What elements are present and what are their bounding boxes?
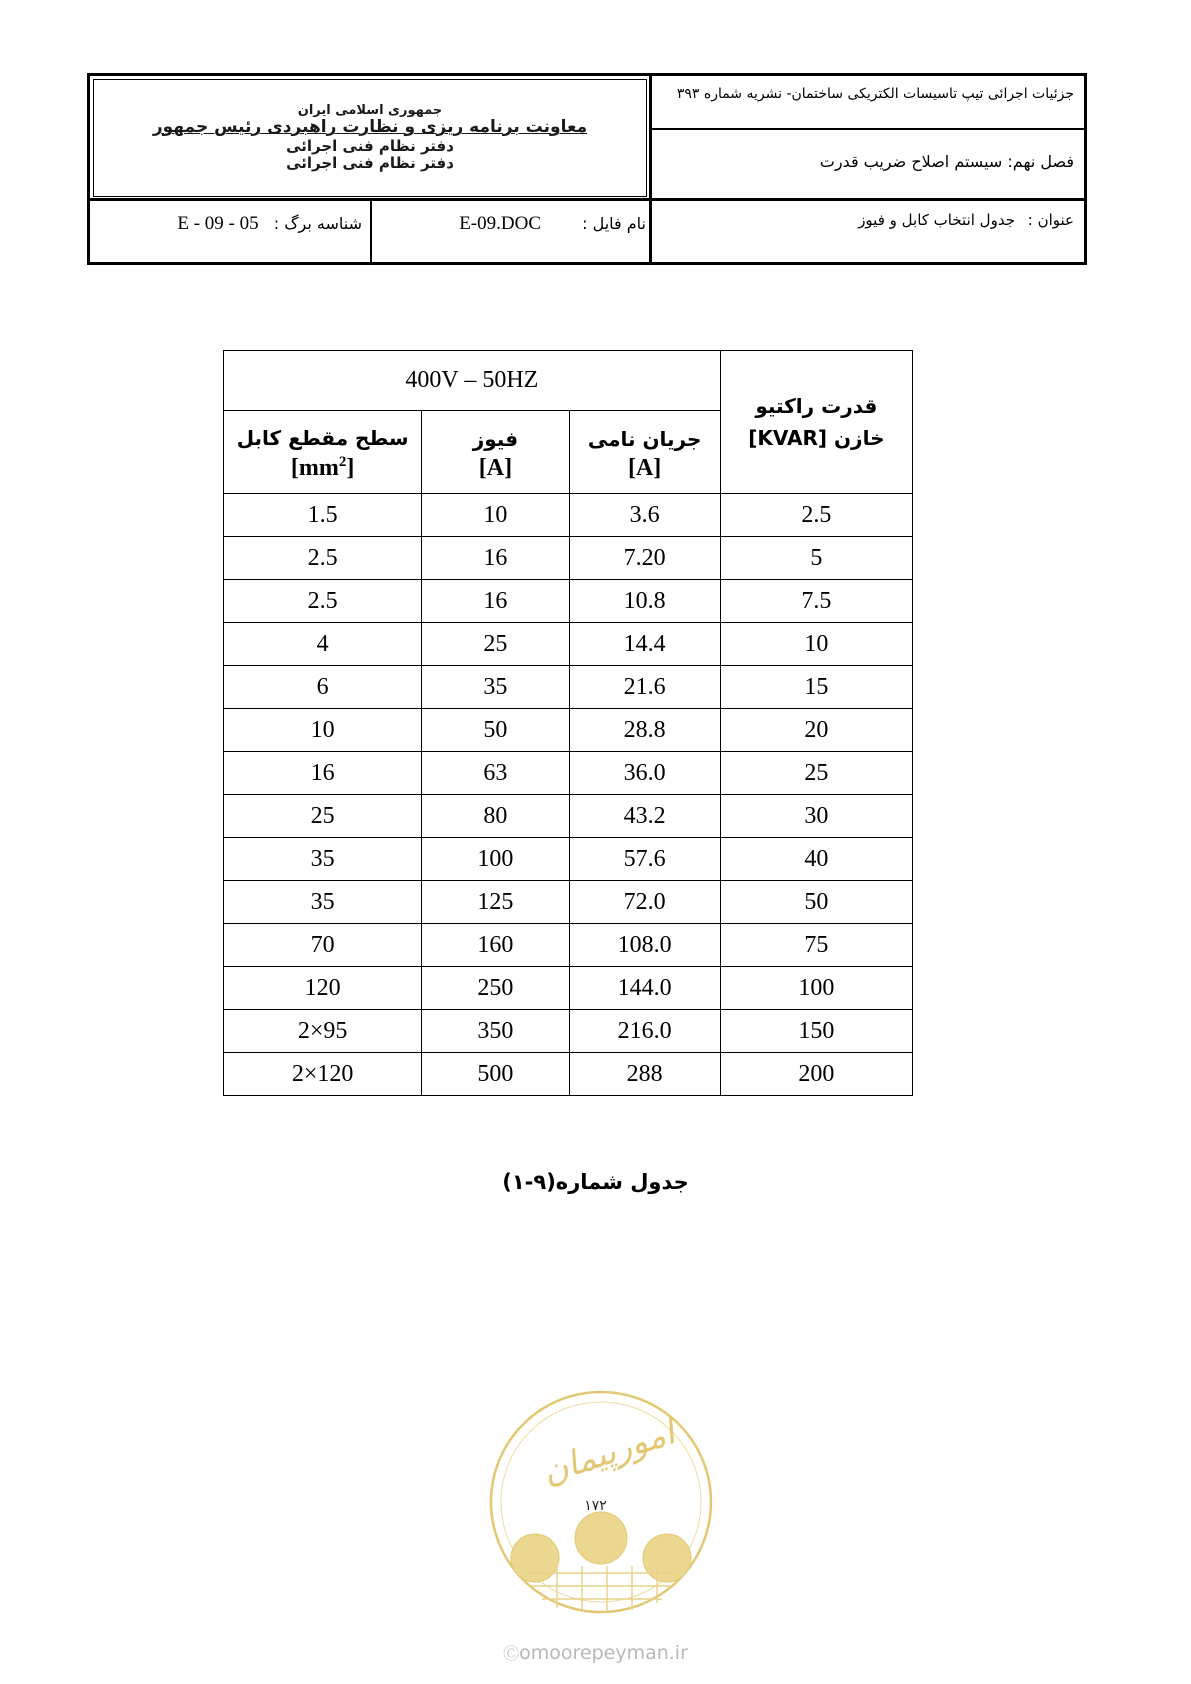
header-kvar-line2: خازن [KVAR] [748, 426, 885, 450]
cell-current: 144.0 [569, 967, 720, 1010]
cell-fuse: 63 [422, 752, 569, 795]
table-body [224, 494, 913, 1096]
cell-cable: 120 [224, 967, 422, 1010]
cell-fuse: 500 [422, 1053, 569, 1096]
table-caption: جدول شماره(۹-۱) [502, 1170, 689, 1194]
header-divider-vertical [649, 76, 652, 262]
table-row [224, 795, 913, 838]
cell-cable: 2.5 [224, 537, 422, 580]
chapter-title: فصل نهم: سیستم اصلاح ضریب قدرت [819, 152, 1074, 171]
sheet-value: E - 09 - 05 [177, 213, 259, 234]
cell-fuse: 250 [422, 967, 569, 1010]
cell-fuse: 160 [422, 924, 569, 967]
header-fuse-unit: [A] [478, 454, 513, 481]
header-cable-label: سطح مقطع کابل [236, 426, 409, 451]
cell-cable: 4 [224, 623, 422, 666]
org-line-3: دفتر نظام فنی اجرائی [286, 136, 454, 155]
cell-current: 14.4 [569, 623, 720, 666]
cell-current: 108.0 [569, 924, 720, 967]
header-divider-horizontal [90, 198, 1084, 201]
cell-kvar: 40 [720, 838, 912, 881]
cell-fuse: 100 [422, 838, 569, 881]
sheet-id [177, 213, 362, 235]
cell-cable: 2×95 [224, 1010, 422, 1053]
cell-kvar: 30 [720, 795, 912, 838]
page-number: ۱۷۲ [584, 1498, 607, 1514]
header-current-unit: [A] [627, 454, 662, 481]
publication-title: جزئیات اجرائی تیپ تاسیسات الکتریکی ساختمان- نشریه شماره ۳۹۳ [676, 86, 1074, 102]
table-row [224, 838, 913, 881]
watermark-text: امورپیمان [537, 1412, 680, 1493]
cell-kvar: 2.5 [720, 494, 912, 537]
org-line-4: دفتر نظام فنی اجرائی [286, 154, 454, 173]
cell-current: 216.0 [569, 1010, 720, 1053]
cell-fuse: 10 [422, 494, 569, 537]
cable-unit-base: [mm [290, 455, 339, 482]
cell-fuse: 350 [422, 1010, 569, 1053]
cell-cable: 25 [224, 795, 422, 838]
cell-kvar: 5 [720, 537, 912, 580]
cell-cable: 10 [224, 709, 422, 752]
table-row [224, 494, 913, 537]
cell-fuse: 16 [422, 537, 569, 580]
table-row [224, 752, 913, 795]
header-cable [224, 411, 422, 494]
table-row [224, 537, 913, 580]
cell-current: 10.8 [569, 580, 720, 623]
title-value: جدول انتخاب کابل و فیوز [858, 211, 1015, 229]
cell-fuse: 25 [422, 623, 569, 666]
cell-cable: 16 [224, 752, 422, 795]
table-row [224, 1010, 913, 1053]
cell-kvar: 25 [720, 752, 912, 795]
sheet-label: شناسه برگ : [273, 214, 362, 233]
cell-fuse: 50 [422, 709, 569, 752]
cell-current: 28.8 [569, 709, 720, 752]
table-row [224, 623, 913, 666]
voltage-group-label: 400V – 50HZ [405, 367, 539, 394]
cell-current: 72.0 [569, 881, 720, 924]
header-fuse-label: فیوز [472, 426, 519, 451]
cell-current: 57.6 [569, 838, 720, 881]
cell-cable: 35 [224, 881, 422, 924]
header-kvar [720, 351, 912, 494]
header-cable-unit [224, 454, 421, 482]
cable-unit-sup: 2 [338, 454, 347, 471]
org-line-2: معاونت برنامه ریزی و نظارت راهبردی رئیس جمهور [152, 117, 588, 138]
cell-kvar: 15 [720, 666, 912, 709]
cell-kvar: 50 [720, 881, 912, 924]
cell-current: 7.20 [569, 537, 720, 580]
org-line-1: جمهوری اسلامی ایران [297, 102, 443, 118]
site-url [0, 1641, 1191, 1664]
header-voltage-group [224, 351, 721, 411]
cell-current: 288 [569, 1053, 720, 1096]
cell-current: 43.2 [569, 795, 720, 838]
file-label: نام فایل : [582, 214, 646, 233]
title-label: عنوان : [1027, 211, 1074, 229]
cell-fuse: 16 [422, 580, 569, 623]
cell-current: 3.6 [569, 494, 720, 537]
cell-cable: 35 [224, 838, 422, 881]
cell-cable: 2×120 [224, 1053, 422, 1096]
cable-unit-close: ] [346, 455, 355, 482]
site-url-text: omoorepeyman.ir [519, 1642, 688, 1664]
cell-kvar: 100 [720, 967, 912, 1010]
cell-kvar: 7.5 [720, 580, 912, 623]
cell-fuse: 35 [422, 666, 569, 709]
cell-current: 21.6 [569, 666, 720, 709]
table-row [224, 881, 913, 924]
cell-cable: 70 [224, 924, 422, 967]
header-divider-right [652, 128, 1084, 130]
organization-block [93, 79, 647, 197]
header-fuse [422, 411, 569, 494]
cell-kvar: 200 [720, 1053, 912, 1096]
file-value: E-09.DOC [459, 213, 542, 234]
table-row [224, 924, 913, 967]
cell-cable: 6 [224, 666, 422, 709]
document-header [87, 73, 1087, 265]
cable-fuse-table [223, 350, 913, 1096]
cell-kvar: 10 [720, 623, 912, 666]
cell-fuse: 125 [422, 881, 569, 924]
file-name [459, 213, 646, 235]
cell-current: 36.0 [569, 752, 720, 795]
header-divider-bottom [370, 201, 372, 262]
table-row [224, 709, 913, 752]
cell-cable: 2.5 [224, 580, 422, 623]
cell-kvar: 20 [720, 709, 912, 752]
header-current [569, 411, 720, 494]
header-current-label: جریان نامی [587, 426, 702, 451]
table-row [224, 666, 913, 709]
cell-fuse: 80 [422, 795, 569, 838]
sheet-title [858, 211, 1074, 229]
table-row [224, 1053, 913, 1096]
table-row [224, 580, 913, 623]
at-icon: Ⓒ [503, 1644, 520, 1663]
cell-cable: 1.5 [224, 494, 422, 537]
header-kvar-line1: قدرت راکتیو [755, 394, 878, 418]
table-row [224, 967, 913, 1010]
gear-icon [511, 1512, 691, 1582]
cell-kvar: 150 [720, 1010, 912, 1053]
cell-kvar: 75 [720, 924, 912, 967]
